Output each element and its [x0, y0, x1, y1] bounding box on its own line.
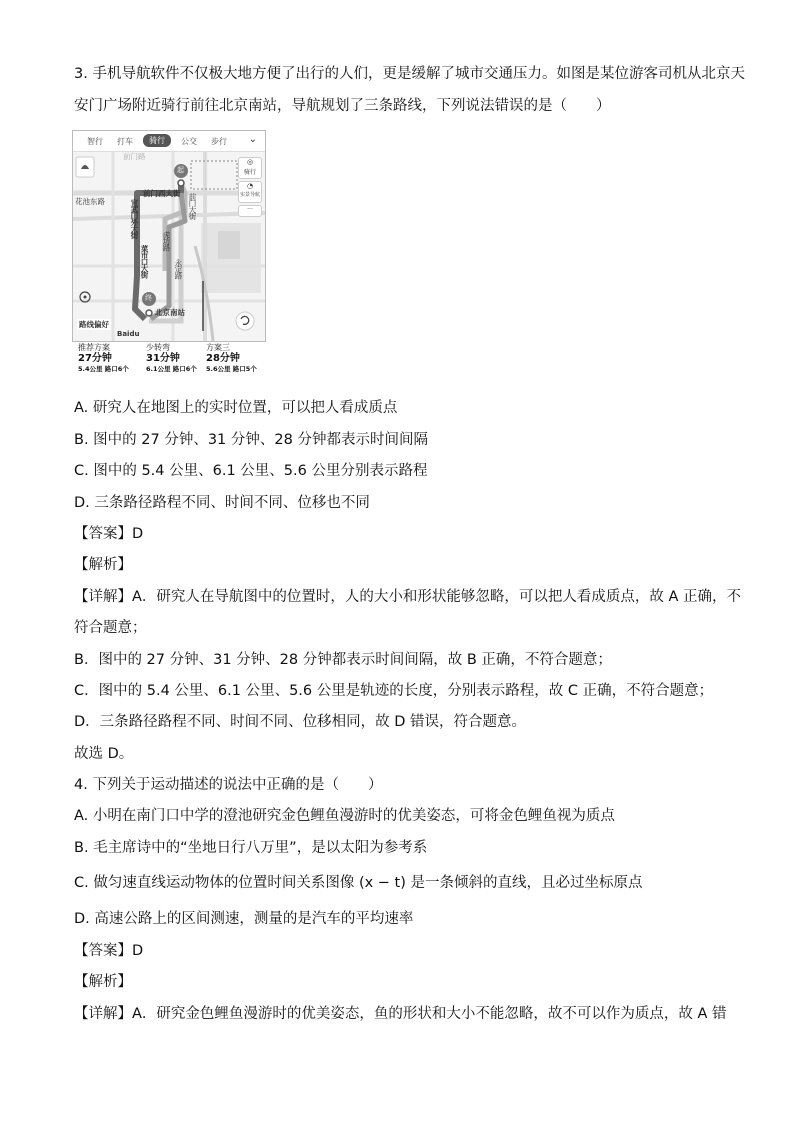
q3-option-b: B. 图中的 27 分钟、31 分钟、28 分钟都表示时间间隔 [74, 432, 428, 448]
navigation-figure [72, 130, 264, 380]
mode-tabbar [73, 131, 265, 152]
plan-3-detail: 5.6公里 路口5个 [206, 365, 257, 373]
cycling-control[interactable] [238, 157, 262, 179]
plan-3-name: 方案三 [206, 343, 230, 352]
end-marker-label: 终 [145, 294, 152, 302]
q4-analysis-label: 【解析】 [74, 974, 132, 990]
cycle-icon: ◎ [246, 158, 254, 166]
plan-1-name: 推荐方案 [78, 343, 110, 352]
street-top: 前门西大街 [143, 189, 181, 198]
street-faint-top: 前门路 [123, 152, 146, 161]
q3-analysis-label: 【解析】 [74, 557, 132, 573]
q4-option-d: D. 高速公路上的区间测速，测量的是汽车的平均速率 [74, 911, 414, 927]
q3-detail-line1: 【详解】A．研究人在导航图中的位置时，人的大小和形状能够忽略，可以把人看成质点，故 A 正确，不 [74, 589, 742, 605]
start-marker-label: 起 [177, 166, 184, 174]
chevron-down-icon[interactable]: ⌄ [248, 134, 257, 145]
q3-detail-c: C．图中的 5.4 公里、6.1 公里、5.6 公里是轨迹的长度，分别表示路程，故 C 正确，不符合题意； [74, 683, 714, 699]
q3-detail-d: D．三条路径路程不同、时间不同、位移相同，故 D 错误，符合题意。 [74, 714, 527, 730]
q3-stem-line1: 3. 手机导航软件不仅极大地方便了出行的人们，更是缓解了城市交通压力。如图是某位游客司机从北京天 [74, 66, 745, 82]
q3-conclusion: 故选 D。 [74, 746, 134, 762]
live-nav-label: 实景导航 [239, 192, 260, 198]
street-left-vertical2: 菜市口大街 [140, 245, 149, 278]
q3-detail-b: B．图中的 27 分钟、31 分钟、28 分钟都表示时间间隔，故 B 正确，不符合题意； [74, 652, 612, 668]
q3-detail-line2: 符合题意； [74, 620, 147, 636]
locate-icon-dot [84, 296, 87, 299]
q3-option-c: C. 图中的 5.4 公里、6.1 公里、5.6 公里分别表示路程 [74, 463, 428, 479]
q3-option-a: A. 研究人在地图上的实时位置，可以把人看成质点 [74, 400, 398, 416]
tab-zhixing[interactable]: 智行 [87, 137, 103, 146]
baidu-logo: Baidu [117, 330, 140, 338]
refresh-button-bg [236, 312, 254, 330]
map-building [218, 231, 240, 259]
plan-1-detail: 5.4公里 路口6个 [78, 365, 129, 373]
start-point [178, 180, 184, 186]
cycling-control-label: 骑行 [243, 169, 256, 176]
plan-3-time: 28分钟 [206, 353, 240, 364]
q3-option-d: D. 三条路径路程不同、时间不同、位移也不同 [74, 495, 370, 511]
q4-stem: 4. 下列关于运动描述的说法中正确的是（ ） [74, 777, 383, 793]
q3-answer: 【答案】D [74, 526, 144, 542]
street-left-vertical: 宣武门外大街 [130, 199, 139, 238]
tab-bus[interactable]: 公交 [181, 137, 197, 146]
tab-taxi[interactable]: 打车 [117, 137, 133, 146]
tab-walk[interactable]: 步行 [211, 137, 227, 146]
street-mid-vertical: 虎坊路 [162, 231, 171, 251]
plan-2-time: 31分钟 [146, 353, 180, 364]
q4-option-b: B. 毛主席诗中的“坐地日行八万里”，是以太阳为参考系 [74, 840, 428, 856]
navigation-map [72, 130, 266, 342]
route-preference-button[interactable]: 路线偏好 [79, 320, 109, 329]
q4-answer: 【答案】D [74, 943, 144, 959]
q4-option-a: A. 小明在南门口中学的澄池研究金色鲤鱼漫游时的优美姿态，可将金色鲤鱼视为质点 [74, 808, 615, 824]
street-right-vertical: 前门大街 [188, 193, 197, 219]
live-nav-control[interactable] [238, 181, 262, 203]
street-left-far: 花池东路 [75, 197, 105, 206]
plan-1[interactable] [78, 342, 129, 375]
end-point [146, 310, 152, 316]
compass-icon: ◔ [246, 182, 254, 190]
plan-2-detail: 6.1公里 路口6个 [146, 365, 197, 373]
street-mid-vertical2: 永定路 [174, 259, 183, 279]
plan-1-time: 27分钟 [78, 353, 112, 364]
q4-option-c: C. 做匀速直线运动物体的位置时间关系图像 (x − t) 是一条倾斜的直线，且必过坐标原点 [74, 875, 643, 891]
plan-2[interactable] [146, 342, 197, 375]
tab-cycling[interactable]: 骑行 [143, 134, 171, 147]
q3-stem-line2: 安门广场附近骑行前往北京南站，导航规划了三条路线，下列说法错误的是（ ） [74, 98, 611, 114]
q4-detail-line1: 【详解】A．研究金色鲤鱼漫游时的优美姿态，鱼的形状和大小不能忽略，故不可以作为质点，故 A 错 [74, 1006, 727, 1022]
more-icon: ··· [247, 206, 253, 213]
destination-label: 北京南站 [155, 308, 185, 317]
more-control[interactable] [238, 205, 262, 217]
plan-3[interactable] [206, 342, 257, 375]
plan-2-name: 少转弯 [146, 343, 170, 352]
